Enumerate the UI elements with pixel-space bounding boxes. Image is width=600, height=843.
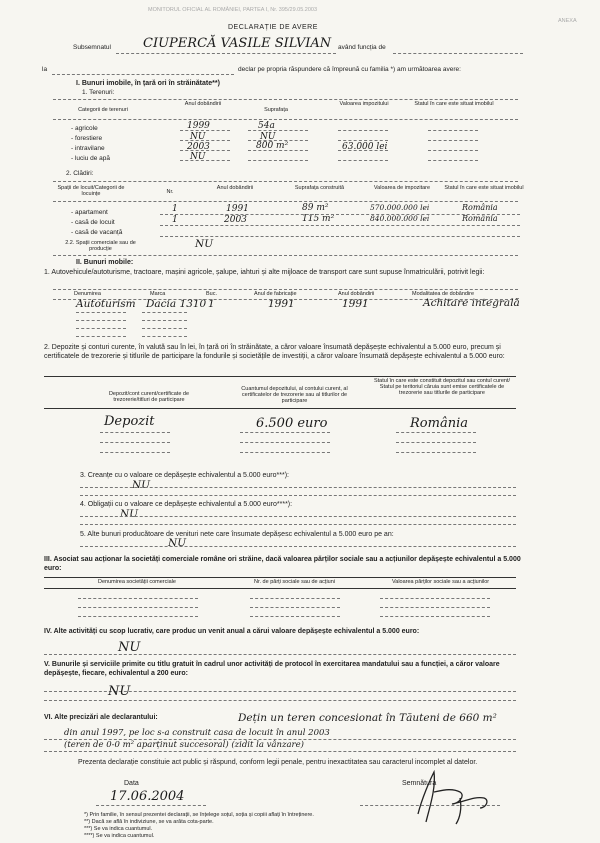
remarks-line-1: Dețin un teren concesionat în Tăuteni de 660 m² <box>238 712 497 724</box>
vehicles-header-made: Anul de fabricație <box>254 291 297 297</box>
land-row-label: - forestiere <box>71 135 103 142</box>
declarant-name: CIUPERCĂ VASILE SILVIAN <box>143 36 332 51</box>
obligations-value: NU <box>120 508 139 520</box>
land-year: NU <box>190 152 206 162</box>
deposit-header-type: Depozit/cont curent/certificate de trezorerie/titluri de participare <box>108 391 190 403</box>
land-area: NU <box>260 132 276 142</box>
buildings-header-value: Valoarea de impozitare <box>373 185 431 191</box>
land-row-label: - agricole <box>71 125 98 132</box>
building-row-label: - casă de vacanță <box>71 229 123 236</box>
land-header-area: Suprafața <box>264 107 288 113</box>
buildings-subtitle: 2. Clădiri: <box>66 170 94 177</box>
building-nr: 1 <box>172 215 178 225</box>
shares-header-count: Nr. de părți sociale sau de acțiuni <box>254 579 336 585</box>
land-header-category: Categorii de terenuri <box>78 107 128 113</box>
remarks-line-3: (teren de 0-0 m² aparținut succesoral) (zidit la vânzare) <box>64 740 304 750</box>
deposit-amount: 6.500 euro <box>256 416 328 431</box>
receivables-label: 3. Creanțe cu o valoare ce depășește echivalentul a 5.000 euro***): <box>80 472 289 479</box>
vehicle-qty: 1 <box>208 298 215 310</box>
declaration-text: declar pe propria răspundere că împreună cu familia *) am următoarea avere: <box>238 66 461 73</box>
other-assets-label: 5. Alte bunuri producătoare de venituri nete care însumate depășesc echivalentul a 5.000 euro pe an: <box>80 531 394 538</box>
building-value: 570.000.000 lei <box>370 203 430 212</box>
annex-label: ANEXA <box>558 18 577 24</box>
section-6-title: VI. Alte precizări ale declarantului: <box>44 714 158 721</box>
building-year: 1991 <box>226 204 249 214</box>
section-3-title: III. Asociat sau acționar la societăți comerciale române ori străine, dacă valoarea părților sociale sau a acțiunilor depășește echivalentul a 5.000 euro: <box>44 556 521 572</box>
signature-label: Semnătura <box>402 780 437 787</box>
land-row-label: - intravilane <box>71 145 105 152</box>
shares-header-value: Valoarea părților sociale sau a acțiunilor <box>392 579 490 585</box>
land-subtitle: 1. Terenuri: <box>82 89 115 96</box>
buildings-header-nr: Nr. <box>166 189 174 195</box>
footnote: **) Dacă se află în indiviziune, se va arăta cota-parte. <box>84 819 214 825</box>
commercial-spaces-label: 2.2. Spații comerciale sau de producție <box>65 240 136 252</box>
vehicles-paragraph: 1. Autovehicule/autoturisme, tractoare, mașini agricole, șalupe, iahturi și alte mijloace de transport care sunt supuse înmatriculării, potrivit legii: <box>44 269 485 276</box>
shares-header-company: Denumirea societății comerciale <box>98 579 176 585</box>
vehicle-mode: Achitare integrală <box>423 297 520 309</box>
gifts-value: NU <box>108 684 131 699</box>
signature <box>400 768 510 828</box>
subsemnatul-label: Subsemnatul <box>73 44 111 51</box>
deposit-type: Depozit <box>104 414 155 429</box>
land-area: 800 m² <box>256 141 289 151</box>
building-value: 840.000.000 lei <box>370 214 430 223</box>
remarks-line-2: din anul 1997, pe loc s-a construit casa de locuit în anul 2003 <box>64 728 330 738</box>
obligations-label: 4. Obligații cu o valoare ce depășește echivalentul a 5.000 euro****): <box>80 501 293 508</box>
receivables-value: NU <box>132 479 151 491</box>
vehicles-header-brand: Marca <box>150 291 166 297</box>
vehicle-name: Autoturism <box>76 298 136 310</box>
building-area: 89 m² <box>302 203 329 213</box>
vehicles-header-mode: Modalitatea de dobândire <box>412 291 475 297</box>
vehicles-header-name: Denumirea <box>74 291 101 297</box>
section-2-title: II. Bunuri mobile: <box>76 259 134 266</box>
land-header-tax: Valoarea impozitului <box>339 101 389 107</box>
building-row-label: - casă de locuit <box>71 219 115 226</box>
commercial-spaces-value: NU <box>195 238 214 250</box>
deposits-paragraph: 2. Depozite și conturi curente, în valută sau în lei, în țară ori în străinătate, a căror valoare însumată depășește echivalentul a 5.000 euro, precum și certificatele de trezorerie și titlurile de participare la fondurile și societățile de investiții, a căror valoare însumată depășește echivalentul a 5.000 euro: <box>44 344 505 360</box>
footnote: ***) Se va indica cuantumul. <box>84 826 153 832</box>
building-country: România <box>462 203 498 212</box>
vehicle-brand: Dacia 1310 <box>146 298 207 310</box>
land-header-country: Statul în care este situat imobilul <box>414 101 494 107</box>
deposit-header-amount: Cuantumul depozitului, al contului curent, al certificatelor de trezorerie sau al titlurilor de participare <box>241 386 348 404</box>
deposit-header-country: Statul în care este constituit depozitul sau contul curent/ Statul pe teritoriul căruia sunt emise certificatele de trezorerie sau titlurile de participare <box>373 378 511 396</box>
land-row-label: - luciu de apă <box>71 155 111 162</box>
land-year: 1999 <box>187 121 210 131</box>
date-label: Data <box>124 780 139 787</box>
land-value: 63.000 lei <box>342 142 388 152</box>
building-area: 115 m² <box>302 214 335 224</box>
land-year: 2003 <box>187 142 210 152</box>
land-header-year: Anul dobândirii <box>184 101 222 107</box>
vehicles-header-qty: Buc. <box>206 291 218 297</box>
section-4-title: IV. Alte activități cu scop lucrativ, care produc un venit anual a cărui valoare depășește echivalentul a 5.000 euro: <box>44 628 420 635</box>
date-value: 17.06.2004 <box>110 789 185 804</box>
footnote: ****) Se va indica cuantumul. <box>84 833 155 839</box>
other-assets-value: NU <box>168 537 187 549</box>
buildings-header-country: Statul în care este situat imobilul <box>444 185 524 191</box>
section-5-title: V. Bunurile și serviciile primite cu titlu gratuit în cadrul unor activități de protocol în exercitarea mandatului sau a funcției, a căror valoare depășește, fiecare, echivalentul a 200 euro: <box>44 661 500 677</box>
buildings-header-area: Suprafața construită <box>294 185 345 191</box>
land-year: NU <box>190 132 206 142</box>
gazette-header: MONITORUL OFICIAL AL ROMÂNIEI, PARTEA I, Nr. 395/29.05.2003 <box>148 7 318 13</box>
vehicle-acquired: 1991 <box>342 298 369 310</box>
function-label: având funcția de <box>338 44 386 51</box>
vehicle-made: 1991 <box>268 298 295 310</box>
building-row-label: - apartament <box>71 209 108 216</box>
section-1-title: I. Bunuri imobile, în țară ori în străinătate**) <box>76 80 220 87</box>
land-area: 54a <box>258 121 275 131</box>
vehicles-header-acquired: Anul dobândirii <box>338 291 375 297</box>
buildings-header-type: Spații de locuit/Categorii de locuințe <box>57 185 125 197</box>
document-title: DECLARAȚIE DE AVERE <box>228 24 318 31</box>
buildings-header-year: Anul dobândirii <box>216 185 254 191</box>
building-nr: 1 <box>172 204 178 214</box>
building-country: România <box>462 214 498 223</box>
deposit-country: România <box>410 416 468 431</box>
closing-statement: Prezenta declarație constituie act public și răspund, conform legii penale, pentru inexactitatea sau caracterul incomplet al datelor. <box>78 759 478 766</box>
building-year: 2003 <box>224 215 247 225</box>
other-activities-value: NU <box>118 640 141 655</box>
la-label: la <box>42 66 48 73</box>
footnote: *) Prin familie, în sensul prezentei declarații, se înțelege soțul, soția și copiii aflați în întreținere. <box>84 812 314 818</box>
